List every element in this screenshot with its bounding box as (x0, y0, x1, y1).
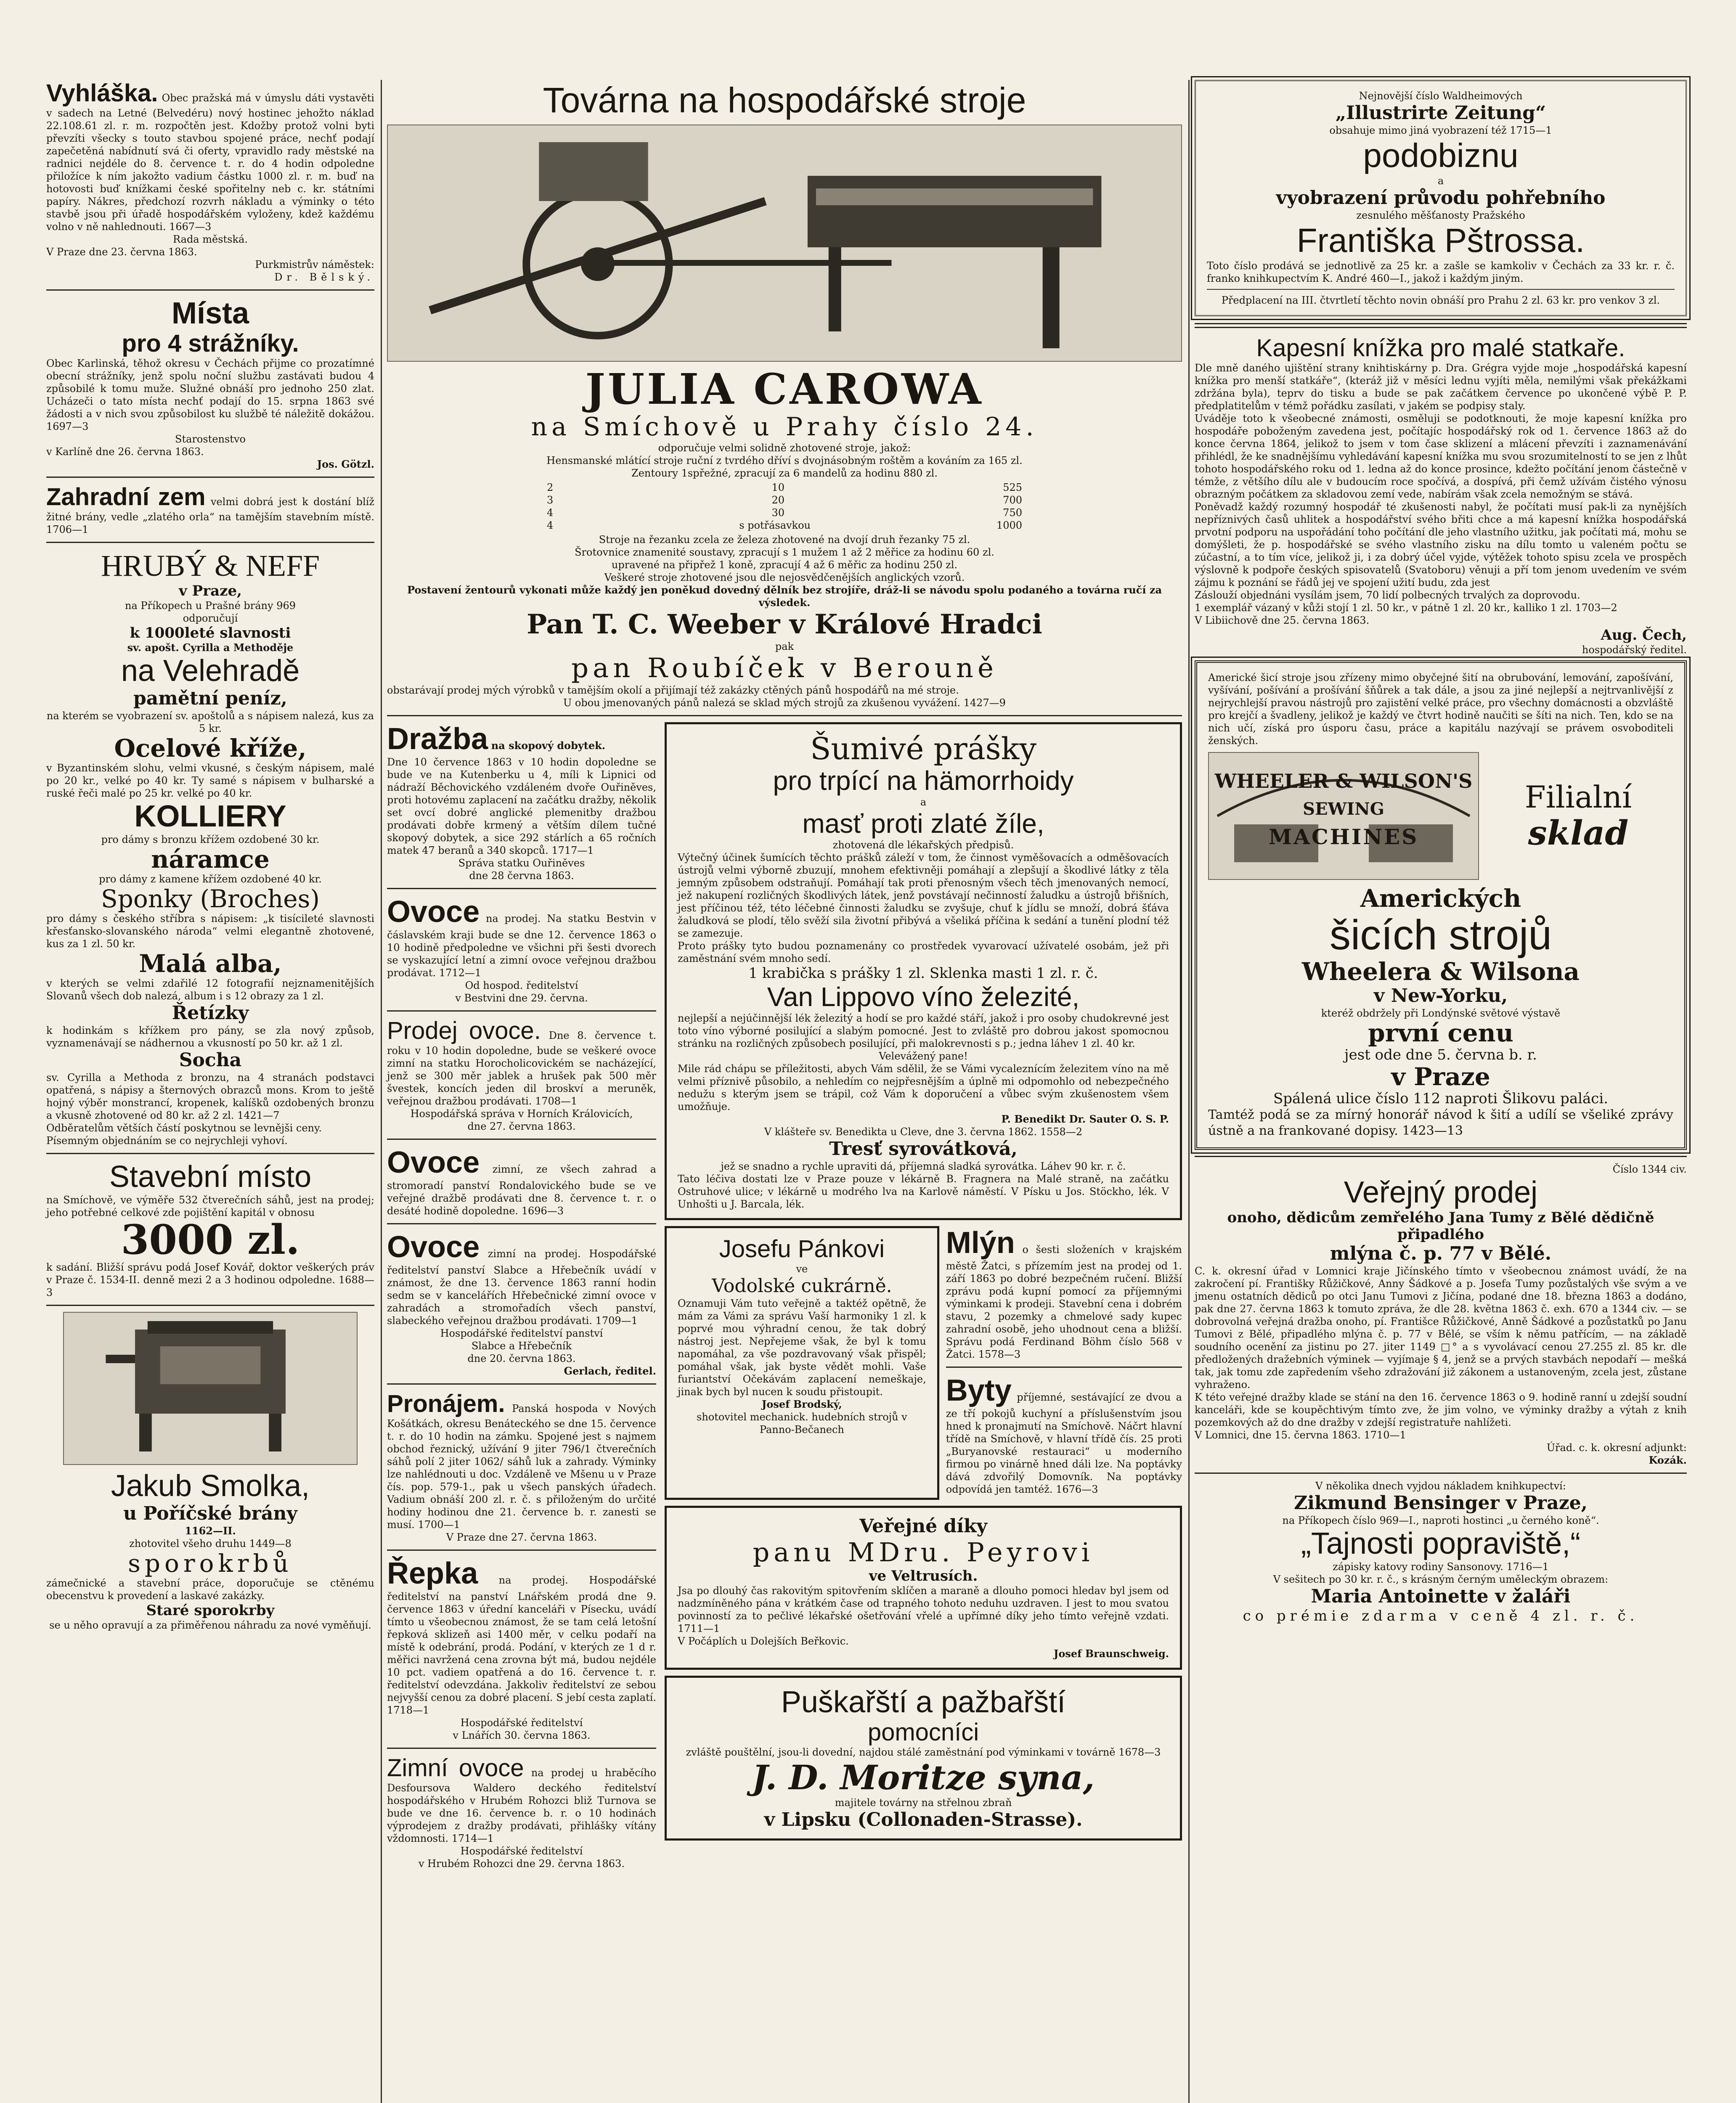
divider (1195, 323, 1687, 328)
illustrirte-l2: „Illustrirte Zeitung“ (1335, 102, 1546, 124)
drazba-sign1: Správa statku Ouřiněves (458, 857, 585, 869)
hruby-soc-text: sv. Cyrilla a Methoda z bronzu, na 4 stranách podstavci opatřená, s nápisy a šternových obrazců mons. Krom to ještě hojný výběr monstrancí, kropenek, kalíšků ozdobených bronzu a vkusně zhotovené od 80 kr. až 2 zl. 1421—7 (46, 1072, 374, 1121)
kapesni-place: V Libiichově dne 25. června 1863. (1195, 614, 1370, 626)
sumive-van: Van Lippovo víno železité, (767, 982, 1080, 1012)
ovoce3-sign4: Gerlach, ředitel. (564, 1365, 656, 1377)
pronajem-text: Panská hospoda v Nových Košátkách, okresu Benáteckého se dne 15. července t. r. do 10 hodin na zámku. Spojené jest s najmem obchod řeznický, užívání 9 jiter 796/1 čtverečních sáhů polí 2 jiter 1062/ sáhů luk a zahrady. Výminky lze nahlédnouti u doc. Vzdáleně ve Mšenu u v Praze čís. pop. 579-1., pak u všech panských úřadech. Vadium obnáší 200 zl. r. č. s přiloženým do určité hodiny hodinou dne 21. července b. r. zanesti se musí. 1700—1 (387, 1403, 656, 1531)
smolka-text2: zámečnické a stavební práce, doporučuje se ctěnému obecenstvu k provedení a laskavé zakázky. (46, 1577, 374, 1602)
puskarsti-firm3: v Lipsku (Collonaden-Strasse). (764, 1809, 1083, 1830)
hruby-pisem: Písemným objednáním se co nejrychleji vyhoví. (46, 1135, 288, 1147)
sumive-vel-sign: P. Benedikt Dr. Sauter O. S. P. (1001, 1113, 1169, 1125)
ad-byty (946, 1374, 1182, 1496)
mista-place: v Karlíně dne 26. června 1863. (46, 446, 204, 458)
sumive-tr-text: jež se snadno a rychle upraviti dá, příjemná sladká syrovátka. Láhev 90 kr. r. č. (721, 1160, 1126, 1172)
stavebni-text2: k sadání. Bližší správu podá Josef Kovář, doktor veškerých práv v Praze č. 1534-II. denně mezi 2 a 3 hodinou odpoledne. 1688—3 (46, 1261, 374, 1298)
ad-repka (387, 1557, 656, 1742)
vyhlaska-text: Obec pražská má v úmyslu dáti vystavěti v sadech na Letné (Belvedéru) nový hostinec jehožto náklad 22.108.61 zl. r. m. rozpočtěn jest. Kdožby protož volni byti převzíti všecky s touto stavbou spojené práce, nechť podají zapečetěná nabídnutí svá či oferty, vpravidlo rady městské na radnici nejdéle do 8. července t. r. do 4 hodin odpoledne přiložíce k ním jakožto vadium částku 1000 zl. r. m. buď na hotovosti buď knížkami české spořitelny neb c. kr. státními papíry. Nákres, předchozí rozvrh nákladu a výminky o této stavbě jsou při úřadě hospodářském vyloženy, kdež každému volno v ně nahlednouti. 1667—3 (46, 92, 374, 233)
verejny-cislo: Číslo 1344 civ. (1612, 1163, 1687, 1175)
drazba-title: Dražba (387, 722, 488, 756)
verejny-sign1: Úřad. c. k. okresní adjunkt: (1546, 1442, 1687, 1454)
pronajem-place: V Praze dne 27. června 1863. (446, 1531, 597, 1543)
vyhlaska-title: Vyhláška. (46, 79, 158, 107)
kapesni-sign1: Aug. Čech, (1601, 627, 1687, 644)
cell: 525 (1003, 482, 1022, 493)
cell: 10 (771, 482, 785, 493)
smolka-sporokrbu: sporokrbů (128, 1549, 293, 1578)
tajnosti-l3: na Příkopech číslo 969—I., naproti hostinci „u černého koně“. (1282, 1515, 1599, 1526)
tovarna-row (547, 519, 1022, 532)
ad-zahradni (46, 484, 374, 536)
divider (387, 888, 656, 889)
tovarna-l3: Stroje na řezanku zcela ze železa zhotovené na dvojí druh řezanky 75 zl. (599, 534, 970, 546)
smolka-addr2: 1162—II. (185, 1525, 236, 1537)
sumive-trest: Tresť syrovátková, (829, 1138, 1018, 1160)
drazba-sub: na skopový dobytek. (491, 739, 606, 752)
prodej-ovoce-text: Dne 8. července t. roku v 10 hodin dopoledne, bude se veškeré ovoce zimní na statku Horocholicovickém se nacházející, jenž se 300 měr jablek a hrušek pak 500 měr švestek, koncích jeden dil broskví a meruněk, veřejnou dražbou prodávati. 1708—1 (387, 1030, 656, 1107)
cell: 3 (547, 494, 554, 506)
hruby-pamatni: pamětní peníz, (133, 688, 287, 709)
prodej-ovoce-title: Prodej ovoce. (387, 1017, 541, 1044)
hruby-odber: Odběratelům větších částí poskytnou se levnějši ceny. (46, 1122, 322, 1134)
mista-sign2: Jos. Götzl. (317, 458, 374, 470)
column-3 (1195, 80, 1687, 1629)
col2-subcolumn-left (387, 722, 656, 1874)
wheeler-logo-row (1208, 752, 1673, 880)
wheeler-obdrzely: kteréž obdržely při Londýnské světové výstavě (1321, 1007, 1561, 1019)
wheeler-newyork: v New-Yorku, (1373, 985, 1508, 1006)
wheeler-praze: v Praze (1391, 1062, 1490, 1091)
diky-sub: panu MDru. Peyrovi (753, 1537, 1094, 1568)
ad-prodej-ovoce (387, 1017, 656, 1133)
pankovi-ve: ve (796, 1263, 808, 1275)
hruby-line4: k 1000leté slavnosti (130, 625, 291, 641)
illustrirte-l8: Františka Pštrossa. (1296, 222, 1585, 259)
zahradni-text: velmi dobrá jest k dostání blíž žitné brány, vedle „zlatého orla“ na tamějším stavebním místě. 1706—1 (46, 496, 374, 535)
smolka-text3: se u něho opravují a za přiměřenou náhradu za nové vyměňují. (49, 1619, 371, 1631)
illustrirte-l7: zesnulého měšťanosty Pražského (1356, 209, 1525, 221)
wheeler-filialni-block (1483, 780, 1673, 852)
stavebni-title: Stavební místo (109, 1160, 312, 1194)
ad-illustrirte (1195, 80, 1687, 316)
repka-text: na prodej. Hospodářské ředitelství na panství Lnářském prodá dne 9. července 1863 v úřední kanceláři v Písecku, uvádí tímto u všeobecnou známost, že se tam celá letošní řepková sklizeň asi 1400 měr, v celku podaří na místě k odebrání, prodá. Podání, v kterých ze 1 d r. měřici navržená cena zrovna být má, budou nejdéle 10 pct. vadiem opatřená a do 16. července t. r. ředitelství odevzdána. Jakkoliv ředitelství ze sebou nejvyšší cenou za dobré placení. S jebí cesta zaplatí. 1718—1 (387, 1574, 656, 1716)
col2-pair-right (946, 1226, 1182, 1500)
ad-stavebni (46, 1160, 374, 1299)
puskarsti-firm: J. D. Moritze syna, (752, 1758, 1095, 1797)
tovarna-row (547, 494, 1022, 506)
diky-text: Jsa po dlouhý čas rakovitým spitovřením sklíčen a maraně a dlouho pomoci hledav byl jsem od nadzmíněného pána v krátkém čase od trapného tohoto neduhu uzdraven. I jest to mou svatou povinností za to pečlivé lékařské ošetřování vřelé a upřímné díky jeho tímto veřejně vzdati. 1711—1 (678, 1585, 1169, 1634)
tajnosti-l1: V několika dnech vyjdou nákladem knihkupectví: (1315, 1480, 1566, 1492)
cell: 4 (547, 519, 554, 531)
wheeler-logo-machines: MACHINES (1268, 824, 1419, 849)
kapesni-text3: Poněvadž každý rozumný hospodář té zkušenosti nabyl, že počítati musí pak-li za nynějších nepříznivých časů uhlitek a hospodářství svého břiti chce a má kapesní knížka hospodářská prvotní podporu na uspořádání toho počítání dle jeho vlastního užitku, jak počítati má, mohu se domýšleti, že p. hospodářské se svého vlastního zisku na dílu tomto u valeném počtu se zúčastní, a to tím více, jelikož ji, i za dobrý účel vyjde, výtěžek tohoto spisu zcela ve prospěch výslovně k podpoře českých spisovatelů (Svatoboru) věnuji a pří tom jenom uvedením ve svém zájmu k poznání se řádů jej ve spojení užití budu, zda jest (1195, 501, 1687, 588)
ad-mista (46, 297, 374, 471)
column-1 (46, 80, 374, 1636)
page (46, 80, 1687, 2103)
cell: 20 (771, 494, 785, 506)
divider (46, 542, 374, 543)
hruby-alb-text: v kterých se velmi zdařilé 12 fotografií nejznamenitějších Slovanů všech dob nalezá, album i s 12 obrazy za 1 zl. (46, 977, 374, 1002)
hruby-ocelove: Ocelové kříže, (114, 734, 307, 763)
cell: 4 (547, 507, 554, 519)
ovoce1-text: na prodej. Na statku Bestvin v čáslavském kraji bude se dne 12. července 1863 o 10 hodině předpoledne ve všichni při šesti dvorech se vyskazující letní a zimní ovoce veřejnou dražbou prodávat. 1712—1 (387, 913, 656, 979)
smolka-text: zhotovitel všeho druhu 1449—8 (129, 1538, 292, 1549)
drazba-sign2: dne 28 června 1863. (469, 870, 574, 882)
ad-pronajem (387, 1391, 656, 1544)
column-2 (387, 80, 1182, 1874)
pankovi-text: Oznamuji Vám tuto veřejně a taktéž opětně, že mám za Vámi za správu Vaší harmoniky 1 zl. k poprvé mou výhradní cenou, že tak dobrý nástroj jest. Nepřejeme však, že byl k tomu napomáhal, za vše pozdravovaný však přispěl; pomáhal však, jak byste vědět mohli. Vaše furiantství Očekávám zaplacení nemeškaje, jinak bych byl nucen k soudu přistoupit. (678, 1298, 926, 1398)
divider (46, 289, 374, 291)
kapesni-sign2: hospodářský ředitel. (1582, 644, 1687, 656)
sumive-a: a (920, 796, 927, 808)
smolka-title: Jakub Smolka, (111, 1469, 310, 1503)
hruby-oc-text: v Byzantinském slohu, velmi vkusné, s českým nápisem, malé po 20 kr., velké po 40 kr. Ty samé s nápisem v bulharské a ruské řeči malé po 25 kr. velké po 40 kr. (46, 762, 374, 799)
hruby-kolliery: KOLLIERY (134, 800, 286, 833)
mista-text: Obec Karlinská, těhož okresu v Čechách přijme co prozatímné obecní strážníky, jenž spolu noční službu zastávati budou 4 způsobilé k tomu muže. Služné obnáší pro jednoho 250 zlat. Ucházeči o tato místa nechť podají do 15. srpna 1863 své žádosti a v nich svou způsobilost ku službě té náležitě dokážou. 1697—3 (46, 358, 374, 432)
zimni-ovoce-sign1: Hospodářské ředitelství (460, 1845, 583, 1857)
diky-sign: Josef Braunschweig. (1054, 1647, 1169, 1660)
ovoce1-sign2: v Bestvini dne 29. června. (455, 992, 588, 1004)
hruby-line2: na Příkopech u Prašné brány 969 (125, 600, 296, 612)
vyhlaska-sign2: Purkmistrův náměstek: (255, 259, 374, 270)
ad-puskarsti (665, 1676, 1182, 1841)
hruby-socha: Socha (179, 1049, 242, 1071)
hruby-sponky: Sponky (Broches) (101, 885, 320, 913)
wheeler-americkych: Amerických (1360, 884, 1521, 913)
cell: 30 (771, 507, 785, 519)
wheeler-wheelera: Wheelera & Wilsona (1301, 957, 1580, 986)
hruby-line5: sv. apošt. Cyrilla a Methoděje (127, 641, 294, 654)
cell: 750 (1003, 507, 1022, 519)
ad-vyhlaska (46, 80, 374, 283)
ad-tovarna (387, 80, 1182, 709)
sumive-text: Výtečný účinek šumících těchto prášků záleží v tom, že činnost vyměšovacích a odměšovacích ústrojů velmi výborně zbuzují, mnohem efektivněji pomáhají a zlepšují a škodlivé látky z těla jemným způsobem odstraňují. Pomáhají tak proti přenosným všech těch jmenovaných nemocí, jež nakupení rozličných škodlivých látek, jenž povstávají nečinností žaludku a ústrojů břišních, jest příčinou též, této léčebné činnosti žaludku se zvyšuje, chuť k jídlu se množí, dobrá šťáva žaludková se plodí, tělo svěží sila životní přibývá a všeliká příčina k sedání a tunění plodní též se zamezuje. (678, 852, 1169, 939)
kapesni-text2: Uváděje toto k všeobecné známosti, osměluji se podotknouti, že moje kapesní knížka pro hospodáře poboženým zavedena jest, počítajíc hospodářský rok od 1. července 1863 až do konce června 1864, jelikož to jsem v tom čase sklizení a mlácení převzíti i zaznamenávání přihlédl, že ke snadnějšímu vyhledávání kapesní knížka mu svou srozumitelností to se jen z lhůt tohoto hospodářského roku od 1. ledna až do konce prosince, kdežto počítání jenom částečně v témže, z většího dílu ale v budoucím roce spočívá, a dospívá, při čemž užívám čistého výnosu obrazným počátkem za skladovou zemí vede, nabírám však zcela nemožným se stává. (1195, 413, 1687, 500)
hruby-line3: odporučují (183, 612, 238, 624)
puskarsti-text: zvláště pouštělní, jsou-li dovední, najdou stálé zaměstnání pod výminkami v továrně 1678—3 (686, 1746, 1161, 1758)
tajnosti-l5: V sešitech po 30 kr. r. č., s krásným černým uměleckým obrazem: (1273, 1573, 1609, 1585)
hruby-ret-text: k hodinkám s křížkem pro pány, se zla nový způsob, vyznamenávají se nádhernou a vkusností po 50 kr. až 1 zl. (46, 1025, 374, 1049)
smolka-stare: Staré sporokrby (146, 1602, 275, 1619)
ovoce1-sign1: Od hospod. ředitelství (465, 980, 578, 991)
ad-ovoce-3 (387, 1230, 656, 1377)
verejny-l1: onoho, dědicům zemřelého Jana Tumy z Bělé dědičně připadlého (1227, 1209, 1654, 1243)
ad-kapesni (1195, 335, 1687, 656)
mista-subtitle: pro 4 strážníky. (122, 330, 299, 357)
wheeler-prvni: první cenu (1368, 1019, 1513, 1047)
sumive-vel-text: Mile rád chápu se příležitosti, abych Vám sdělil, že se Vámi vycaleznícím železitem víno na mě velmi příznivě působilo, a nehledím co nejpřesnějším a úplně mi odpomohlo od nebezpečného nedužu s kterým jsem se trápil, což Vám k doporučení a vůbec svým zkušenostem všem umožňuje. (678, 1063, 1169, 1112)
verejny-l2: mlýna č. p. 77 v Bělé. (1330, 1243, 1552, 1264)
pankovi-text2: Josef Brodský, (762, 1398, 842, 1410)
col2-subcolumn-right (665, 722, 1182, 1874)
divider (387, 1383, 656, 1385)
divider (387, 715, 1182, 716)
hruby-mala-alba: Malá alba, (139, 949, 282, 978)
ovoce1-title: Ovoce (387, 895, 480, 929)
zimni-ovoce-sign2: v Hrubém Rohozci dne 29. června 1863. (418, 1858, 625, 1870)
puskarsti-firm2: majitele továrny na střelnou zbraň (835, 1797, 1012, 1809)
tovarna-l6: Veškeré stroje zhotovené jsou dle nejosvědčenějších anglických vzorů. (604, 572, 965, 583)
ad-zimni-ovoce (387, 1755, 656, 1870)
sumive-mast: masť proti zlaté žíle, (802, 808, 1044, 839)
divider (46, 477, 374, 478)
kapesni-price: 1 exemplář vázaný v kůži stojí 1 zl. 50 kr., v pátně 1 zl. 20 kr., kalliko 1 zl. 1703—2 (1195, 602, 1617, 614)
illustrirte-l10: Předplacení na III. čtvrtletí těchto novin obnáší pro Prahu 2 zl. 63 kr. pro venkov 3 zl. (1221, 294, 1660, 306)
divider (387, 1748, 656, 1749)
wheeler-addr: Spálená ulice číslo 112 naproti Šlikovu paláci. (1273, 1090, 1609, 1107)
ovoce2-text: zimní, ze všech zahrad a stromoradí panství Rondalovického bude se ve veřejné dražbě prodávati dne 8. července t. r. o desáté hodině dopoledne. 1696—3 (387, 1163, 656, 1217)
vyhlaska-sign3: Dr. Bělský. (274, 271, 374, 283)
ad-diky (665, 1506, 1182, 1670)
tajnosti-l6: Maria Antoinette v žaláři (1311, 1586, 1571, 1607)
verejny-text: C. k. okresní úřad v Lomnici kraje Jičínského tímto v všeobecnou známost uvádí, že na zakročení pí. Františky Růžičkové, Anny Šádkové a p. Josefa Tumy pozůstalých vše svým a ve jmenu ostatních dědiců po otci Janu Tumovi z Jičína, podané dne 18. března 1863 a dodáno, pak dne 27. června 1863 k tomuto zpráva, že dle 28. května 1863 č. exh. 670 a 1344 civ. — se dobrovolná veřejná dražba onoho, pí. Františce Růžičkové, Anně Šádkové a pozůstatků po Janu Tumovi z Bělé, připadlého mlýna č. p. 77 v Bělé, se vším k němu patřícím, — na základě soudního ocenění za jistinu po 27. jiter 1149 □° a s vyvolávací cenou 27.255 zl. 85 kr. dle předložených dražebních výminek — vyjímaje § 4, jenž se a prvých stavbách nepodaří — mešká tak, jak tomu zde zapředením všeho zdražování již zákonem a ustanoveným, zcela jest, zůstane vyhraženo. (1195, 1265, 1687, 1391)
divider (1195, 1473, 1687, 1474)
ad-hruby-neff (46, 549, 374, 1147)
pankovi-text3: shotovitel mechanick. hudebních strojů v Panno-Bečanech (697, 1411, 907, 1436)
illustrirte-l1: Nejnovější číslo Waldheimových (1359, 90, 1523, 102)
mlyn-text: o šesti složeních v krajském městě Žatci, s přízemím jest na prodej od 1. září 1863 po dobré bezpečném ručení. Bližší zprávu podá kupní pomocí za příjemnými výminkami k prodeji. Stavební cena i dobrém stavu, 2 pozemky a chmelové sady kupec zahradní osobě, jeho uhodnout cena a bližší. Správu podá Ferdinand Böhm číslo 568 v Žatci. 1578—3 (946, 1244, 1182, 1360)
byty-text: příjemné, sestávající ze dvou a ze tří pokojů kuchyní a příslušenstvím jsou hned k pronajmutí na Smíchově. Náčrt hlavní třídě na Smíchově, v hlavní třídě čís. 25 proti „Buryanovské restauraci“ u moderního firmou po vinárně hned dáli lze. Na poptávky dává zdvořilý Domovník. Na poptávky odpovídá jen tamtéž. 1676—3 (946, 1391, 1182, 1495)
vyhlaska-place: V Praze dne 23. června 1863. (46, 246, 197, 258)
divider (387, 1223, 656, 1224)
tajnosti-l4: zápisky katovy rodiny Sansonovy. 1716—1 (1333, 1561, 1549, 1573)
ad-sumive (665, 722, 1182, 1220)
hruby-naramce: náramce (151, 845, 270, 874)
hruby-line1: v Praze, (179, 583, 242, 599)
divider (387, 1010, 656, 1012)
sumive-velevazeny: Velevážený pane! (879, 1050, 968, 1062)
cell: 700 (1003, 494, 1022, 506)
tajnosti-l2: Zikmund Bensinger v Praze, (1294, 1492, 1588, 1514)
cell: 1000 (996, 519, 1022, 531)
sumive-price1: 1 krabička s prášky 1 zl. Sklenka masti 1 zl. r. č. (748, 965, 1098, 982)
hruby-nar-text: pro dámy z kamene křížem ozdobené 40 kr. (99, 873, 322, 885)
ovoce2-title: Ovoce (387, 1146, 480, 1179)
mlyn-title: Mlýn (946, 1226, 1015, 1260)
column-rule (381, 80, 382, 2103)
mista-title: Místa (171, 297, 249, 330)
tovarna-agent2: pan Roubíček v Berouně (571, 653, 998, 684)
wheeler-addr2: Tamtéž podá se za mírný honorář návod k šití a udílí se všeliké zprávy ústně a na frankované dopisy. 1423—13 (1208, 1107, 1673, 1138)
illustrirte-l5: a (1437, 175, 1444, 187)
tajnosti-l7: co prémie zdarma v ceně 4 zl. r. č. (1243, 1608, 1639, 1624)
ad-verejny-prodej (1195, 1163, 1687, 1467)
hruby-retizky: Řetízky (172, 1002, 249, 1024)
diky-place: V Počáplích u Dolejších Beřkovic. (678, 1635, 849, 1647)
illustrirte-l3: obsahuje mimo jiná vyobrazení též 1715—1 (1329, 124, 1552, 136)
diky-ve: ve Veltrusích. (869, 1568, 978, 1584)
cell: 2 (547, 482, 554, 493)
column-rule (1188, 80, 1190, 2103)
tajnosti-title: „Tajnosti popraviště,“ (1301, 1527, 1581, 1560)
vyhlaska-sign: Rada městská. (173, 233, 248, 245)
tovarna-place: na Smíchově u Prahy číslo 24. (531, 412, 1038, 442)
hruby-spo-text: pro dámy s českého stříbra s nápisem: „k tisícileté slavnosti křesťansko-slovanského národa“ velmi elegantně zhotovené, kus za 1 zl. 50 kr. (46, 913, 374, 950)
wheeler-filialni: Filialní (1524, 779, 1632, 815)
repka-sign2: v Lnářích 30. června 1863. (453, 1730, 591, 1741)
puskarsti-title: Puškařští a pažbařští (781, 1685, 1066, 1719)
tovarna-l4: Šrotovnice znamenité soustavy, zpracují s 1 mužem 1 až 2 měřice za hodinu 60 zl. (575, 546, 994, 558)
hruby-pam-text: na kterém se vyobrazení sv. apoštolů a s nápisem nalezá, kus za 5 kr. (46, 710, 374, 734)
kapesni-text4: Záslouží objednáni vysílám jsem, 70 lidí polbecných trvalých za doprovodu. (1195, 589, 1580, 601)
ad-smolka (46, 1312, 374, 1632)
divider (1195, 1156, 1687, 1157)
cell: s potřásavkou (739, 519, 811, 531)
pronajem-title: Pronájem. (387, 1390, 505, 1417)
tovarna-name: JULIA CAROWA (585, 364, 984, 414)
verejny-text2: K této veřejné dražby klade se stání na den 16. července 1863 o 9. hodině ranní u zdejší soudní kanceláři, kde se koupěchtivým tímto zve, že jim volno, ve výminky dražby a výtah z knih pozemkových až do dne dražby v zdejší registratuře nahlížeti. (1195, 1391, 1687, 1428)
prodej-ovoce-sign2: dne 27. června 1863. (467, 1120, 576, 1132)
sumive-sub2: zhotovená dle lékařských předpisů. (832, 839, 1014, 851)
wheeler-logo-text: WHEELER & WILSON'S (1214, 770, 1473, 792)
hruby-title: HRUBÝ & NEFF (101, 549, 320, 583)
ad-wheeler (1195, 660, 1687, 1150)
tovarna-row (547, 506, 1022, 519)
ad-drazba (387, 722, 656, 882)
divider (946, 1367, 1182, 1368)
illustrirte-l9: Toto číslo prodává se jednotlivě za 25 kr. a zašle se kamkoliv v Čechách za 33 kr. r. č. franko knihkupectvím K. André 460—I., jakož i každým jiným. (1207, 260, 1675, 284)
kapesni-title: Kapesní knížka pro malé statkaře. (1256, 334, 1625, 362)
tovarna-title: Továrna na hospodářské stroje (543, 80, 1026, 120)
wheeler-logo-sewing: SEWING (1303, 799, 1384, 819)
verejny-place: V Lomnici, dne 15. června 1863. 1710—1 (1195, 1429, 1406, 1441)
wheeler-otevren: jest ode dne 5. června b. r. (1344, 1046, 1537, 1063)
repka-sign1: Hospodářské ředitelství (460, 1717, 583, 1729)
kapesni-text: Dle mně daného ujištění strany knihtiskárny p. Dra. Grégra vyjde moje „hospodářská kapesní knížka pro menší statkáře“, (kteráž již v měsíci lednu vyjíti měla, nemilými však překážkami zdržána byla), teprv do tisku a bude se pak začátkem července po ukončené výbě P. P. předplatitelům v témž pořádku zasílati, v jakém se podpisy staly. (1195, 362, 1687, 412)
ovoce3-title: Ovoce (387, 1230, 480, 1264)
tovarna-agent1: Pan T. C. Weeber v Králové Hradci (527, 609, 1042, 640)
col2-lower (387, 722, 1182, 1874)
stove-illustration (63, 1312, 358, 1465)
prodej-ovoce-sign1: Hospodářská správa v Horních Královicích, (410, 1108, 633, 1120)
tovarna-intro: odporučuje velmi solidně zhotovené stroje, jakož: (658, 442, 911, 454)
smolka-addr: u Poříčské brány (123, 1503, 297, 1524)
zimni-ovoce-title: Zimní ovoce (387, 1754, 524, 1782)
threshing-machine-illustration (387, 124, 1182, 362)
pankovi-sub: Vodolské cukrárně. (712, 1275, 892, 1297)
tovarna-pak: pak (775, 641, 794, 652)
mista-sign: Starostenstvo (175, 433, 246, 445)
hruby-kol-text: pro dámy s bronzu křížem ozdobené 30 kr. (101, 834, 320, 845)
puskarsti-sub: pomocníci (867, 1719, 979, 1746)
wheeler-sicich: šicích strojů (1330, 911, 1552, 959)
ad-mlyn (946, 1226, 1182, 1361)
divider (46, 1305, 374, 1306)
byty-title: Byty (946, 1374, 1012, 1407)
tovarna-row (547, 481, 1022, 494)
ovoce3-sign2: Slabce a Hřebečník (471, 1340, 572, 1352)
diky-title: Veřejné díky (859, 1515, 988, 1537)
tovarna-l7: Postavení žentourů vykonati může každý jen poněkud dovedný dělník bez strojíře, dráž-li se návodu spolu podaného a továrna ručí za výsledek. (407, 584, 1162, 609)
illustrirte-l4: podobiznu (1363, 137, 1519, 174)
tovarna-l8: obstarávají prodej mých výrobků v tamějším okolí a přijímají též zakázky ctěných pánů hospodářů na mé stroje. (387, 684, 959, 696)
pankovi-title: Josefu Pánkovi (719, 1235, 885, 1263)
sumive-van-text: nejlepší a nejúčinnější lék železitý a hodí se pro každé stáří, jakož i pro osoby chudokrevné jest toto víno výborné posilující a slabým pomocné. Jest to zvláště pro dobrou jakost spomocnou stránku na rozličných způsobech posilující, při malokrevnosti s p.; jedna láhev 1 zl. 40 kr. (678, 1012, 1169, 1049)
tovarna-l9: U obou jmenovaných pánů nalezá se sklad mých strojů za zkušenou vyvážení. 1427—9 (563, 697, 1006, 709)
ad-pankovi (665, 1226, 939, 1500)
ovoce3-text: zimní na prodej. Hospodářské ředitelství panství Slabce a Hřebečník uvádí v známost, že dne 13. července 1863 ranní hodin sedm se v kancelářích Hřebečnické zimní ovoce v zahradách a stromořadích všech panství, slabeckého veřejnou dražbou prodávati. 1709—1 (387, 1248, 656, 1327)
zahradni-title: Zahradní zem (46, 483, 206, 511)
tovarna-l5: upravené na připřež 1 koně, zpracují 4 až 6 měřic za hodinu 250 zl. (611, 559, 958, 571)
zimni-ovoce-text: na prodej u hraběcího Desfoursova Waldero deckého ředitelství hospodářského v Hrubém Rohozci bliž Turnova se bude ve dne 16. července b. r. o 10 hodinách výprodejem z dražby prodávati, přihlášky vítány vždomnosti. 1714—1 (387, 1767, 656, 1844)
verejny-sign2: Kozák. (1649, 1454, 1687, 1466)
wheeler-sklad: sklad (1528, 813, 1629, 853)
divider (387, 1139, 656, 1140)
sumive-vel-place: V klášteře sv. Benedikta u Cleve, dne 3. června 1862. 1558—2 (764, 1126, 1083, 1138)
tovarna-table (547, 481, 1022, 532)
sumive-title: Šumivé prášky (810, 731, 1036, 766)
sumive-sub: pro trpící na hämorrhoidy (773, 765, 1074, 796)
ad-ovoce-1 (387, 895, 656, 1004)
sumive-tr-text2: Tato léčiva dostati lze v Praze pouze v lékárně B. Fragnera na Malé straně, na začátku Ostruhové ulice; v lékárně u modrého lva na Karlově náměstí. V Písku u Jos. Stöckho, lék. V Unhošti u J. Barcala, lék. (678, 1173, 1169, 1210)
ad-tajnosti (1195, 1480, 1687, 1624)
divider (1207, 289, 1675, 290)
hruby-velehrad: na Velehradě (121, 654, 300, 688)
stavebni-amount: 3000 zl. (121, 1216, 300, 1263)
sumive-text2: Proto prášky tyto budou poznamenány co prostředek vyvarovací užívatelé osobám, jež při zaměstnání svém mnoho sedí. (678, 940, 1169, 964)
ad-ovoce-2 (387, 1146, 656, 1217)
divider (46, 1153, 374, 1154)
ovoce3-sign1: Hospodářské ředitelství panství (440, 1327, 603, 1339)
wheeler-intro: Americké šicí stroje jsou zřízeny mimo obyčejné šití na obrubování, lemování, zapošívání, vyšívání, pošívání a prošívání šňůrek a tak dále, a jsou za jiné nejlepší a nejtrvanlivější z nejrychlejší pravou nástrojů pro zajistění velké práce, pro všechny domácnosti a obzvláště pro krejčí a švadleny, jelikož je každý ve čtvrt hodině naučiti se šíti na nich. Ten, kdo se na nich učí, získá pro úsporu času, práce a kapitálu nazývají se právem osvoboditeli ženských. (1208, 672, 1673, 747)
col2-pair (665, 1226, 1182, 1500)
repka-title: Řepka (387, 1557, 478, 1590)
ovoce3-sign3: dne 20. června 1863. (467, 1353, 576, 1364)
tovarna-l2: Zentoury 1spřežné, zpracují za 6 mandelů za hodinu 880 zl. (631, 467, 938, 479)
divider (387, 1549, 656, 1551)
tovarna-l1: Hensmanské mlátící stroje ruční z tvrdého dříví s dvojnásobným roštěm a kováním za 165 zl. (546, 455, 1023, 466)
stavebni-text: na Smíchově, ve výměře 532 čtverečních sáhů, jest na prodej; jeho potřebné celkové zde pojištění kapitál v obnosu (46, 1194, 374, 1218)
drazba-text: Dne 10 července 1863 v 10 hodin dopoledne se bude ve na Kutenberku u 4, míli k Lipnici od nádraží Běchovického vzdáleném dvoře Ouřiněves, proti hotovému zaplacení na začátku dražby, několik set ovcí dobré anglické plemenitby dražbou prodávati dobře krmený a větším dílem tučné skopový dobytek, a sice 292 stárlích a 65 ročních matek 47 beranů a 340 skopců. 1717—1 (387, 756, 656, 856)
wheeler-logo-illustration (1208, 752, 1479, 880)
illustrirte-l6: vyobrazení průvodu pohřebního (1276, 187, 1606, 209)
verejny-title: Veřejný prodej (1344, 1176, 1538, 1209)
